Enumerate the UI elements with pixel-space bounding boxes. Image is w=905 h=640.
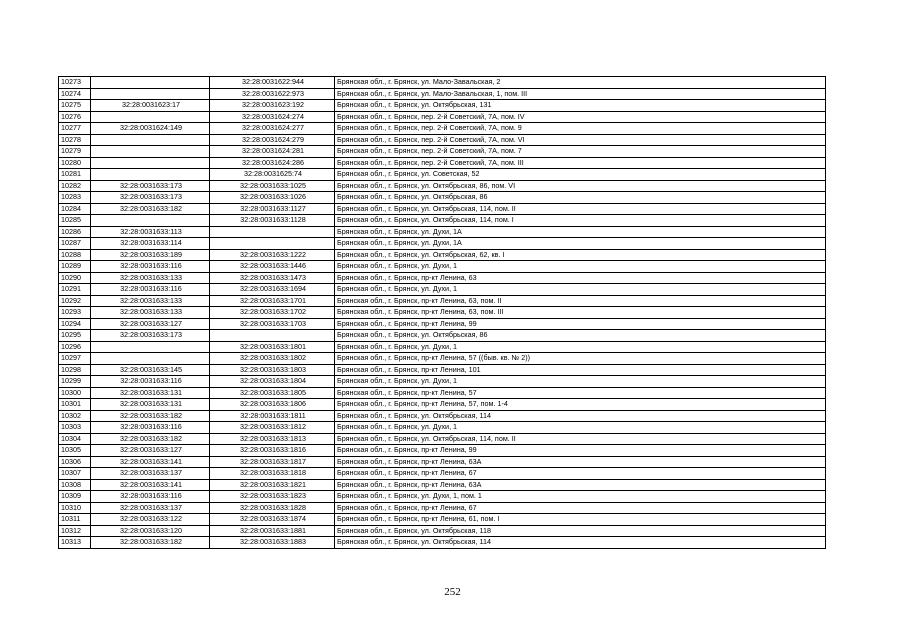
row-number-cell: 10299 bbox=[59, 376, 91, 388]
address-cell: Брянская обл., г. Брянск, ул. Советская, 52 bbox=[335, 169, 826, 181]
parent-cadastral-number-cell: 32:28:0031633:131 bbox=[91, 399, 210, 411]
parent-cadastral-number-cell: 32:28:0031633:133 bbox=[91, 295, 210, 307]
table-row bbox=[59, 376, 826, 388]
row-number-cell: 10282 bbox=[59, 180, 91, 192]
address-cell: Брянская обл., г. Брянск, ул. Мало-Завальская, 2 bbox=[335, 77, 826, 89]
row-number-cell: 10296 bbox=[59, 341, 91, 353]
row-number-cell: 10291 bbox=[59, 284, 91, 296]
table-row bbox=[59, 215, 826, 227]
parent-cadastral-number-cell: 32:28:0031633:127 bbox=[91, 445, 210, 457]
address-cell: Брянская обл., г. Брянск, пр-кт Ленина, 57 bbox=[335, 387, 826, 399]
address-cell: Брянская обл., г. Брянск, ул. Октябрьская, 114 bbox=[335, 537, 826, 549]
address-cell: Брянская обл., г. Брянск, ул. Октябрьская, 131 bbox=[335, 100, 826, 112]
table-row bbox=[59, 410, 826, 422]
table-row bbox=[59, 387, 826, 399]
row-number-cell: 10281 bbox=[59, 169, 91, 181]
address-cell: Брянская обл., г. Брянск, ул. Октябрьская, 86 bbox=[335, 330, 826, 342]
address-cell: Брянская обл., г. Брянск, пер. 2-й Советский, 7А, пом. IV bbox=[335, 111, 826, 123]
row-number-cell: 10313 bbox=[59, 537, 91, 549]
parent-cadastral-number-cell bbox=[91, 111, 210, 123]
row-number-cell: 10274 bbox=[59, 88, 91, 100]
parent-cadastral-number-cell bbox=[91, 146, 210, 158]
row-number-cell: 10310 bbox=[59, 502, 91, 514]
address-cell: Брянская обл., г. Брянск, ул. Октябрьская, 114, пом. II bbox=[335, 203, 826, 215]
table-row bbox=[59, 123, 826, 135]
parent-cadastral-number-cell bbox=[91, 157, 210, 169]
address-cell: Брянская обл., г. Брянск, пр-кт Ленина, 67 bbox=[335, 468, 826, 480]
table-row bbox=[59, 399, 826, 411]
row-number-cell: 10290 bbox=[59, 272, 91, 284]
address-cell: Брянская обл., г. Брянск, пер. 2-й Советский, 7А, пом. 7 bbox=[335, 146, 826, 158]
cadastral-number-cell: 32:28:0031633:1127 bbox=[210, 203, 335, 215]
table-row bbox=[59, 468, 826, 480]
table-row bbox=[59, 169, 826, 181]
cadastral-number-cell: 32:28:0031633:1805 bbox=[210, 387, 335, 399]
table-row bbox=[59, 88, 826, 100]
table-row bbox=[59, 134, 826, 146]
row-number-cell: 10279 bbox=[59, 146, 91, 158]
address-cell: Брянская обл., г. Брянск, пр-кт Ленина, 99 bbox=[335, 445, 826, 457]
row-number-cell: 10298 bbox=[59, 364, 91, 376]
table-row bbox=[59, 502, 826, 514]
table-row bbox=[59, 341, 826, 353]
address-cell: Брянская обл., г. Брянск, пр-кт Ленина, 63А bbox=[335, 479, 826, 491]
cadastral-number-cell: 32:28:0031633:1804 bbox=[210, 376, 335, 388]
row-number-cell: 10303 bbox=[59, 422, 91, 434]
table-row bbox=[59, 307, 826, 319]
table-row bbox=[59, 422, 826, 434]
cadastral-number-cell: 32:28:0031633:1473 bbox=[210, 272, 335, 284]
cadastral-number-cell: 32:28:0031633:1025 bbox=[210, 180, 335, 192]
parent-cadastral-number-cell bbox=[91, 134, 210, 146]
parent-cadastral-number-cell: 32:28:0031623:17 bbox=[91, 100, 210, 112]
table-body bbox=[59, 77, 826, 549]
cadastral-number-cell: 32:28:0031633:1813 bbox=[210, 433, 335, 445]
parent-cadastral-number-cell: 32:28:0031633:120 bbox=[91, 525, 210, 537]
cadastral-number-cell: 32:28:0031633:1026 bbox=[210, 192, 335, 204]
row-number-cell: 10304 bbox=[59, 433, 91, 445]
cadastral-number-cell: 32:28:0031623:192 bbox=[210, 100, 335, 112]
table-row bbox=[59, 238, 826, 250]
table-row bbox=[59, 353, 826, 365]
row-number-cell: 10276 bbox=[59, 111, 91, 123]
table-row bbox=[59, 77, 826, 89]
page-number: 252 bbox=[444, 586, 461, 598]
parent-cadastral-number-cell: 32:28:0031633:133 bbox=[91, 307, 210, 319]
address-cell: Брянская обл., г. Брянск, пр-кт Ленина, 101 bbox=[335, 364, 826, 376]
address-cell: Брянская обл., г. Брянск, ул. Духи, 1 bbox=[335, 341, 826, 353]
cadastral-number-cell: 32:28:0031624:274 bbox=[210, 111, 335, 123]
address-cell: Брянская обл., г. Брянск, ул. Октябрьская, 114 bbox=[335, 410, 826, 422]
table-row bbox=[59, 318, 826, 330]
address-cell: Брянская обл., г. Брянск, ул. Духи, 1, пом. 1 bbox=[335, 491, 826, 503]
parent-cadastral-number-cell: 32:28:0031633:137 bbox=[91, 502, 210, 514]
parent-cadastral-number-cell: 32:28:0031633:116 bbox=[91, 261, 210, 273]
cadastral-number-cell: 32:28:0031633:1801 bbox=[210, 341, 335, 353]
address-cell: Брянская обл., г. Брянск, ул. Октябрьская, 114, пом. I bbox=[335, 215, 826, 227]
parent-cadastral-number-cell: 32:28:0031633:116 bbox=[91, 491, 210, 503]
row-number-cell: 10302 bbox=[59, 410, 91, 422]
table-row bbox=[59, 261, 826, 273]
parent-cadastral-number-cell: 32:28:0031633:116 bbox=[91, 376, 210, 388]
cadastral-number-cell bbox=[210, 330, 335, 342]
row-number-cell: 10287 bbox=[59, 238, 91, 250]
address-cell: Брянская обл., г. Брянск, ул. Духи, 1 bbox=[335, 261, 826, 273]
parent-cadastral-number-cell bbox=[91, 341, 210, 353]
table-row bbox=[59, 146, 826, 158]
cadastral-number-cell: 32:28:0031624:279 bbox=[210, 134, 335, 146]
cadastral-number-cell: 32:28:0031633:1828 bbox=[210, 502, 335, 514]
cadastral-number-cell: 32:28:0031633:1446 bbox=[210, 261, 335, 273]
cadastral-number-cell: 32:28:0031633:1702 bbox=[210, 307, 335, 319]
address-cell: Брянская обл., г. Брянск, ул. Октябрьская, 118 bbox=[335, 525, 826, 537]
cadastral-number-cell: 32:28:0031624:277 bbox=[210, 123, 335, 135]
parent-cadastral-number-cell: 32:28:0031633:141 bbox=[91, 456, 210, 468]
address-cell: Брянская обл., г. Брянск, пр-кт Ленина, 99 bbox=[335, 318, 826, 330]
address-cell: Брянская обл., г. Брянск, ул. Духи, 1А bbox=[335, 226, 826, 238]
parent-cadastral-number-cell: 32:28:0031633:173 bbox=[91, 180, 210, 192]
address-cell: Брянская обл., г. Брянск, пер. 2-й Советский, 7А, пом. 9 bbox=[335, 123, 826, 135]
cadastral-number-cell: 32:28:0031633:1823 bbox=[210, 491, 335, 503]
table-row bbox=[59, 203, 826, 215]
cadastral-number-cell: 32:28:0031622:973 bbox=[210, 88, 335, 100]
parent-cadastral-number-cell: 32:28:0031633:114 bbox=[91, 238, 210, 250]
row-number-cell: 10273 bbox=[59, 77, 91, 89]
address-cell: Брянская обл., г. Брянск, пер. 2-й Советский, 7А, пом. III bbox=[335, 157, 826, 169]
table-row bbox=[59, 272, 826, 284]
address-cell: Брянская обл., г. Брянск, ул. Духи, 1А bbox=[335, 238, 826, 250]
property-register-table bbox=[58, 76, 826, 549]
table-row bbox=[59, 433, 826, 445]
row-number-cell: 10293 bbox=[59, 307, 91, 319]
row-number-cell: 10285 bbox=[59, 215, 91, 227]
table-row bbox=[59, 456, 826, 468]
row-number-cell: 10307 bbox=[59, 468, 91, 480]
address-cell: Брянская обл., г. Брянск, пр-кт Ленина, 61, пом. I bbox=[335, 514, 826, 526]
cadastral-number-cell: 32:28:0031633:1812 bbox=[210, 422, 335, 434]
row-number-cell: 10294 bbox=[59, 318, 91, 330]
cadastral-number-cell: 32:28:0031633:1816 bbox=[210, 445, 335, 457]
address-cell: Брянская обл., г. Брянск, пр-кт Ленина, 63А bbox=[335, 456, 826, 468]
table-row bbox=[59, 157, 826, 169]
table-row bbox=[59, 284, 826, 296]
row-number-cell: 10308 bbox=[59, 479, 91, 491]
parent-cadastral-number-cell: 32:28:0031633:182 bbox=[91, 433, 210, 445]
parent-cadastral-number-cell: 32:28:0031633:122 bbox=[91, 514, 210, 526]
row-number-cell: 10278 bbox=[59, 134, 91, 146]
parent-cadastral-number-cell: 32:28:0031633:133 bbox=[91, 272, 210, 284]
row-number-cell: 10295 bbox=[59, 330, 91, 342]
row-number-cell: 10309 bbox=[59, 491, 91, 503]
parent-cadastral-number-cell: 32:28:0031633:182 bbox=[91, 537, 210, 549]
parent-cadastral-number-cell: 32:28:0031633:182 bbox=[91, 203, 210, 215]
row-number-cell: 10283 bbox=[59, 192, 91, 204]
cadastral-number-cell: 32:28:0031633:1874 bbox=[210, 514, 335, 526]
table-row bbox=[59, 364, 826, 376]
cadastral-number-cell: 32:28:0031633:1881 bbox=[210, 525, 335, 537]
parent-cadastral-number-cell: 32:28:0031633:127 bbox=[91, 318, 210, 330]
parent-cadastral-number-cell: 32:28:0031633:131 bbox=[91, 387, 210, 399]
cadastral-number-cell: 32:28:0031633:1811 bbox=[210, 410, 335, 422]
parent-cadastral-number-cell: 32:28:0031633:116 bbox=[91, 284, 210, 296]
row-number-cell: 10275 bbox=[59, 100, 91, 112]
cadastral-number-cell bbox=[210, 226, 335, 238]
cadastral-number-cell: 32:28:0031633:1803 bbox=[210, 364, 335, 376]
table-row bbox=[59, 330, 826, 342]
table-row bbox=[59, 525, 826, 537]
table-row bbox=[59, 479, 826, 491]
address-cell: Брянская обл., г. Брянск, пр-кт Ленина, 57, пом. 1-4 bbox=[335, 399, 826, 411]
address-cell: Брянская обл., г. Брянск, пр-кт Ленина, 67 bbox=[335, 502, 826, 514]
parent-cadastral-number-cell bbox=[91, 169, 210, 181]
parent-cadastral-number-cell: 32:28:0031633:182 bbox=[91, 410, 210, 422]
row-number-cell: 10305 bbox=[59, 445, 91, 457]
row-number-cell: 10289 bbox=[59, 261, 91, 273]
table-row bbox=[59, 180, 826, 192]
address-cell: Брянская обл., г. Брянск, ул. Октябрьская, 86 bbox=[335, 192, 826, 204]
cadastral-number-cell: 32:28:0031624:286 bbox=[210, 157, 335, 169]
row-number-cell: 10306 bbox=[59, 456, 91, 468]
parent-cadastral-number-cell: 32:28:0031633:137 bbox=[91, 468, 210, 480]
row-number-cell: 10277 bbox=[59, 123, 91, 135]
parent-cadastral-number-cell bbox=[91, 88, 210, 100]
parent-cadastral-number-cell bbox=[91, 215, 210, 227]
address-cell: Брянская обл., г. Брянск, ул. Октябрьская, 62, кв. I bbox=[335, 249, 826, 261]
cadastral-number-cell: 32:28:0031633:1222 bbox=[210, 249, 335, 261]
cadastral-number-cell: 32:28:0031622:944 bbox=[210, 77, 335, 89]
row-number-cell: 10301 bbox=[59, 399, 91, 411]
parent-cadastral-number-cell: 32:28:0031633:141 bbox=[91, 479, 210, 491]
row-number-cell: 10297 bbox=[59, 353, 91, 365]
address-cell: Брянская обл., г. Брянск, ул. Октябрьская, 86, пом. VI bbox=[335, 180, 826, 192]
cadastral-number-cell: 32:28:0031633:1703 bbox=[210, 318, 335, 330]
cadastral-number-cell: 32:28:0031633:1128 bbox=[210, 215, 335, 227]
table-row bbox=[59, 491, 826, 503]
parent-cadastral-number-cell: 32:28:0031624:149 bbox=[91, 123, 210, 135]
cadastral-number-cell: 32:28:0031633:1818 bbox=[210, 468, 335, 480]
address-cell: Брянская обл., г. Брянск, ул. Октябрьская, 114, пом. II bbox=[335, 433, 826, 445]
address-cell: Брянская обл., г. Брянск, ул. Духи, 1 bbox=[335, 376, 826, 388]
parent-cadastral-number-cell: 32:28:0031633:173 bbox=[91, 330, 210, 342]
address-cell: Брянская обл., г. Брянск, пр-кт Ленина, 63, пом. II bbox=[335, 295, 826, 307]
cadastral-number-cell bbox=[210, 238, 335, 250]
parent-cadastral-number-cell bbox=[91, 77, 210, 89]
parent-cadastral-number-cell: 32:28:0031633:189 bbox=[91, 249, 210, 261]
table-row bbox=[59, 226, 826, 238]
row-number-cell: 10280 bbox=[59, 157, 91, 169]
parent-cadastral-number-cell: 32:28:0031633:145 bbox=[91, 364, 210, 376]
cadastral-number-cell: 32:28:0031633:1701 bbox=[210, 295, 335, 307]
cadastral-number-cell: 32:28:0031633:1817 bbox=[210, 456, 335, 468]
parent-cadastral-number-cell: 32:28:0031633:116 bbox=[91, 422, 210, 434]
table-row bbox=[59, 192, 826, 204]
table-row bbox=[59, 249, 826, 261]
table-row bbox=[59, 445, 826, 457]
table-row bbox=[59, 295, 826, 307]
address-cell: Брянская обл., г. Брянск, пер. 2-й Советский, 7А, пом. VI bbox=[335, 134, 826, 146]
address-cell: Брянская обл., г. Брянск, пр-кт Ленина, 63, пом. III bbox=[335, 307, 826, 319]
address-cell: Брянская обл., г. Брянск, ул. Духи, 1 bbox=[335, 284, 826, 296]
address-cell: Брянская обл., г. Брянск, ул. Духи, 1 bbox=[335, 422, 826, 434]
row-number-cell: 10284 bbox=[59, 203, 91, 215]
address-cell: Брянская обл., г. Брянск, ул. Мало-Завальская, 1, пом. III bbox=[335, 88, 826, 100]
row-number-cell: 10311 bbox=[59, 514, 91, 526]
address-cell: Брянская обл., г. Брянск, пр-кт Ленина, 63 bbox=[335, 272, 826, 284]
parent-cadastral-number-cell: 32:28:0031633:173 bbox=[91, 192, 210, 204]
parent-cadastral-number-cell bbox=[91, 353, 210, 365]
cadastral-number-cell: 32:28:0031633:1802 bbox=[210, 353, 335, 365]
cadastral-number-cell: 32:28:0031633:1806 bbox=[210, 399, 335, 411]
row-number-cell: 10312 bbox=[59, 525, 91, 537]
parent-cadastral-number-cell: 32:28:0031633:113 bbox=[91, 226, 210, 238]
table-row bbox=[59, 514, 826, 526]
cadastral-number-cell: 32:28:0031624:281 bbox=[210, 146, 335, 158]
row-number-cell: 10300 bbox=[59, 387, 91, 399]
table-row bbox=[59, 100, 826, 112]
row-number-cell: 10288 bbox=[59, 249, 91, 261]
cadastral-number-cell: 32:28:0031633:1694 bbox=[210, 284, 335, 296]
row-number-cell: 10292 bbox=[59, 295, 91, 307]
cadastral-number-cell: 32:28:0031633:1883 bbox=[210, 537, 335, 549]
address-cell: Брянская обл., г. Брянск, пр-кт Ленина, 57 ((быв. кв. № 2)) bbox=[335, 353, 826, 365]
table-row bbox=[59, 537, 826, 549]
cadastral-number-cell: 32:28:0031633:1821 bbox=[210, 479, 335, 491]
cadastral-number-cell: 32:28:0031625:74 bbox=[210, 169, 335, 181]
table-row bbox=[59, 111, 826, 123]
row-number-cell: 10286 bbox=[59, 226, 91, 238]
